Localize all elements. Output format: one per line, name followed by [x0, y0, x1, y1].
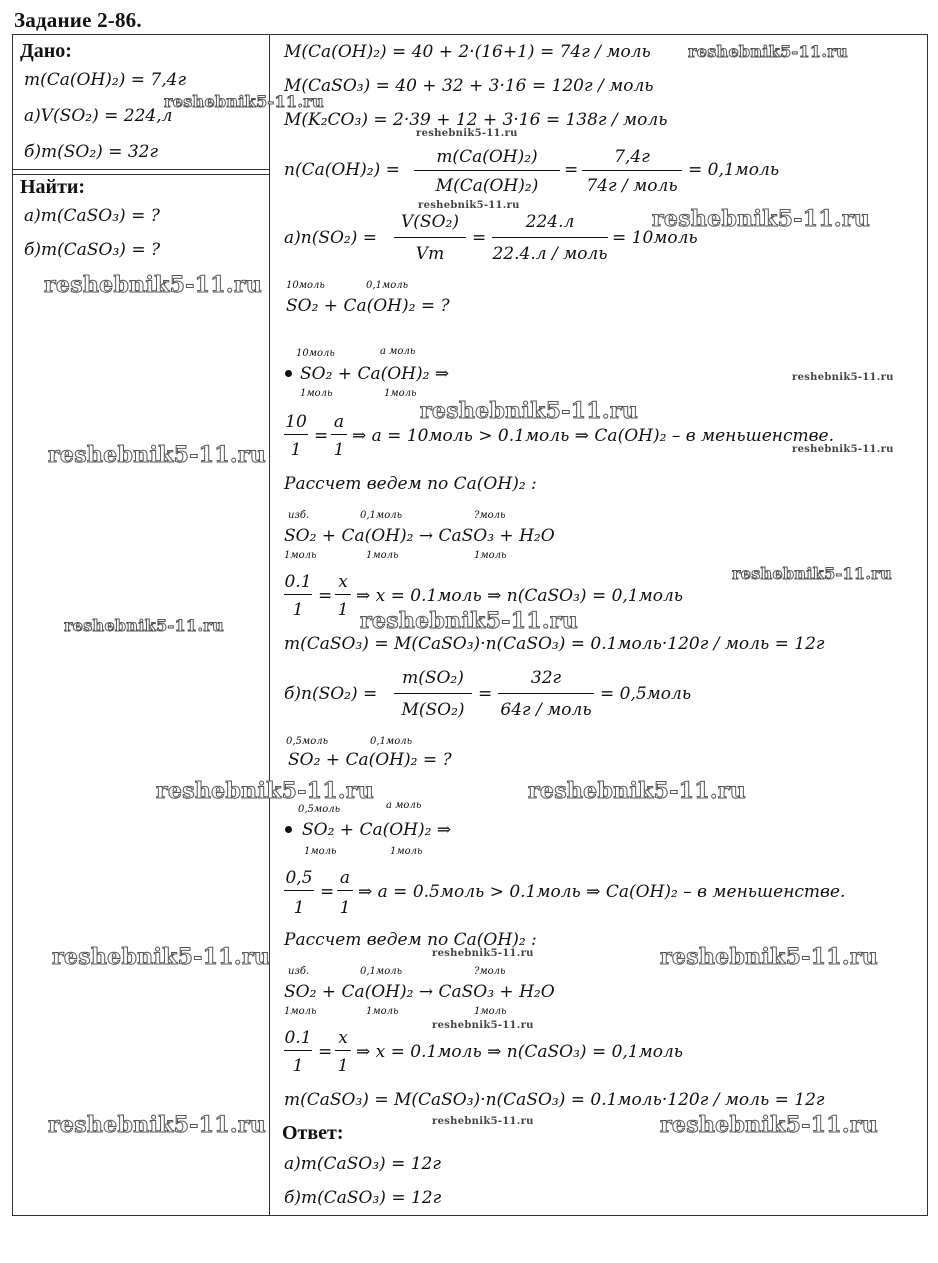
ratio-conclusion: ⇒ x = 0.1моль ⇒ n(CaSO₃) = 0,1моль: [356, 1042, 684, 1062]
fraction-numerator: a: [339, 868, 351, 888]
given-find-divider: [12, 169, 269, 170]
watermark: reshebnik5-11.ru: [432, 1116, 534, 1127]
watermark: reshebnik5-11.ru: [652, 206, 871, 232]
watermark: reshebnik5-11.ru: [64, 616, 224, 635]
amount-label: 0,1моль: [366, 280, 409, 291]
amount-label: а моль: [380, 346, 416, 357]
solution-line: M(CaSO₃) = 40 + 32 + 3·16 = 120г / моль: [284, 76, 654, 96]
equals-sign: =: [564, 160, 579, 180]
answer-item: а)m(CaSO₃) = 12г: [284, 1154, 441, 1174]
amount-label: 1моль: [366, 550, 399, 561]
fraction-bar: [331, 434, 347, 435]
fraction-lhs: n(Ca(OH)₂) =: [284, 160, 400, 180]
reaction-equation: SO₂ + Ca(OH)₂ = ?: [288, 750, 452, 770]
watermark: reshebnik5-11.ru: [416, 128, 518, 139]
fraction-bar: [284, 434, 308, 435]
given-item: а)V(SO₂) = 224,л: [24, 106, 173, 126]
fraction-numerator: 224.л: [525, 212, 575, 232]
watermark: reshebnik5-11.ru: [432, 1020, 534, 1031]
watermark: reshebnik5-11.ru: [164, 92, 324, 111]
watermark: reshebnik5-11.ru: [688, 42, 848, 61]
watermark: reshebnik5-11.ru: [732, 564, 892, 583]
amount-label: 0,5моль: [298, 804, 341, 815]
reaction-equation: SO₂ + Ca(OH)₂ → CaSO₃ + H₂O: [284, 982, 555, 1002]
equals-sign: =: [318, 586, 333, 606]
equals-sign: =: [472, 228, 487, 248]
amount-label: 10моль: [286, 280, 325, 291]
amount-label: 1моль: [384, 388, 417, 399]
reaction-equation: SO₂ + Ca(OH)₂ → CaSO₃ + H₂O: [284, 526, 555, 546]
watermark: reshebnik5-11.ru: [660, 944, 879, 970]
watermark: reshebnik5-11.ru: [52, 944, 271, 970]
watermark: reshebnik5-11.ru: [528, 778, 747, 804]
fraction-numerator: 0.1: [284, 572, 312, 592]
given-item: б)m(SO₂) = 32г: [24, 142, 159, 162]
amount-label: 0,1моль: [360, 966, 403, 977]
fraction-bar: [335, 1050, 351, 1051]
fraction-numerator: a: [333, 412, 345, 432]
fraction-denominator: M(Ca(OH)₂): [435, 176, 539, 196]
amount-label: ?моль: [474, 510, 506, 521]
fraction-numerator: 7,4г: [614, 147, 650, 167]
fraction-bar: [284, 1050, 312, 1051]
ratio-conclusion: ⇒ a = 10моль > 0.1моль ⇒ Ca(OH)₂ – в меньшенстве.: [352, 426, 834, 446]
find-item: а)m(CaSO₃) = ?: [24, 206, 160, 226]
mass-result: m(CaSO₃) = M(CaSO₃)·n(CaSO₃) = 0.1моль·120г / моль = 12г: [284, 1090, 825, 1110]
watermark: reshebnik5-11.ru: [44, 272, 263, 298]
solution-line: M(Ca(OH)₂) = 40 + 2·(16+1) = 74г / моль: [284, 42, 651, 62]
given-find-divider-2: [12, 174, 269, 175]
fraction-denominator: 1: [292, 1056, 304, 1076]
fraction-denominator: 1: [339, 898, 351, 918]
amount-label: изб.: [288, 966, 310, 977]
fraction-denominator: M(SO₂): [401, 700, 465, 720]
answer-heading: Ответ:: [282, 1122, 344, 1144]
reaction-equation: SO₂ + Ca(OH)₂ ⇒: [302, 820, 452, 840]
fraction-denominator: 1: [290, 440, 302, 460]
fraction-result: = 0,1моль: [688, 160, 780, 180]
fraction-result: = 10моль: [612, 228, 698, 248]
reaction-equation: SO₂ + Ca(OH)₂ = ?: [286, 296, 450, 316]
find-item: б)m(CaSO₃) = ?: [24, 240, 161, 260]
fraction-numerator: 10: [285, 412, 307, 432]
fraction-numerator: x: [338, 572, 348, 592]
solution-line: M(K₂CO₃) = 2·39 + 12 + 3·16 = 138г / моль: [284, 110, 668, 130]
fraction-numerator: 0,5: [285, 868, 313, 888]
amount-label: 1моль: [284, 550, 317, 561]
fraction-bar: [414, 170, 560, 171]
answer-item: б)m(CaSO₃) = 12г: [284, 1188, 442, 1208]
fraction-denominator: 1: [333, 440, 345, 460]
fraction-numerator: 32г: [530, 668, 562, 688]
fraction-denominator: 64г / моль: [500, 700, 592, 720]
amount-label: ?моль: [474, 966, 506, 977]
watermark: reshebnik5-11.ru: [420, 398, 639, 424]
equals-sign: =: [318, 1042, 333, 1062]
fraction-bar: [394, 237, 466, 238]
fraction-bar: [492, 237, 608, 238]
given-heading: Дано:: [20, 40, 72, 62]
fraction-denominator: Vm: [415, 244, 445, 264]
fraction-numerator: m(SO₂): [402, 668, 464, 688]
amount-label: 0,1моль: [370, 736, 413, 747]
fraction-lhs: а)n(SO₂) =: [284, 228, 378, 248]
amount-label: 1моль: [366, 1006, 399, 1017]
equals-sign: =: [314, 426, 329, 446]
fraction-bar: [394, 693, 472, 694]
reaction-equation: SO₂ + Ca(OH)₂ ⇒: [300, 364, 450, 384]
fraction-numerator: 0.1: [284, 1028, 312, 1048]
task-title: Задание 2-86.: [14, 8, 142, 32]
amount-label: 1моль: [474, 550, 507, 561]
watermark: reshebnik5-11.ru: [660, 1112, 879, 1138]
fraction-lhs: б)n(SO₂) =: [284, 684, 378, 704]
fraction-bar: [284, 594, 312, 595]
bullet-icon: [285, 370, 292, 377]
amount-label: 1моль: [300, 388, 333, 399]
watermark: reshebnik5-11.ru: [48, 442, 267, 468]
fraction-denominator: 1: [337, 600, 349, 620]
column-divider: [269, 34, 270, 1216]
calc-note: Рассчет ведем по Ca(OH)₂ :: [284, 474, 537, 494]
fraction-bar: [582, 170, 682, 171]
given-item: m(Ca(OH)₂) = 7,4г: [24, 70, 187, 90]
equals-sign: =: [478, 684, 493, 704]
fraction-denominator: 1: [293, 898, 305, 918]
amount-label: а моль: [386, 800, 422, 811]
fraction-result: = 0,5моль: [600, 684, 692, 704]
fraction-numerator: V(SO₂): [401, 212, 459, 232]
watermark: reshebnik5-11.ru: [792, 444, 894, 455]
fraction-denominator: 1: [337, 1056, 349, 1076]
watermark: reshebnik5-11.ru: [432, 948, 534, 959]
fraction-denominator: 22.4.л / моль: [492, 244, 608, 264]
amount-label: 0,1моль: [360, 510, 403, 521]
fraction-numerator: m(Ca(OH)₂): [436, 147, 538, 167]
fraction-numerator: x: [338, 1028, 348, 1048]
bullet-icon: [285, 826, 292, 833]
amount-label: 1моль: [474, 1006, 507, 1017]
ratio-conclusion: ⇒ a = 0.5моль > 0.1моль ⇒ Ca(OH)₂ – в меньшенстве.: [358, 882, 846, 902]
amount-label: 1моль: [284, 1006, 317, 1017]
fraction-bar: [284, 890, 314, 891]
amount-label: 0,5моль: [286, 736, 329, 747]
fraction-bar: [335, 594, 351, 595]
fraction-bar: [498, 693, 594, 694]
watermark: reshebnik5-11.ru: [418, 200, 520, 211]
amount-label: изб.: [288, 510, 310, 521]
watermark: reshebnik5-11.ru: [156, 778, 375, 804]
fraction-denominator: 74г / моль: [586, 176, 678, 196]
amount-label: 1моль: [304, 846, 337, 857]
find-heading: Найти:: [20, 176, 86, 198]
ratio-conclusion: ⇒ x = 0.1моль ⇒ n(CaSO₃) = 0,1моль: [356, 586, 684, 606]
equals-sign: =: [320, 882, 335, 902]
watermark: reshebnik5-11.ru: [360, 608, 579, 634]
watermark: reshebnik5-11.ru: [48, 1112, 267, 1138]
mass-result: m(CaSO₃) = M(CaSO₃)·n(CaSO₃) = 0.1моль·120г / моль = 12г: [284, 634, 825, 654]
amount-label: 1моль: [390, 846, 423, 857]
fraction-bar: [337, 890, 353, 891]
fraction-denominator: 1: [292, 600, 304, 620]
amount-label: 10моль: [296, 348, 335, 359]
watermark: reshebnik5-11.ru: [792, 372, 894, 383]
calc-note: Рассчет ведем по Ca(OH)₂ :: [284, 930, 537, 950]
